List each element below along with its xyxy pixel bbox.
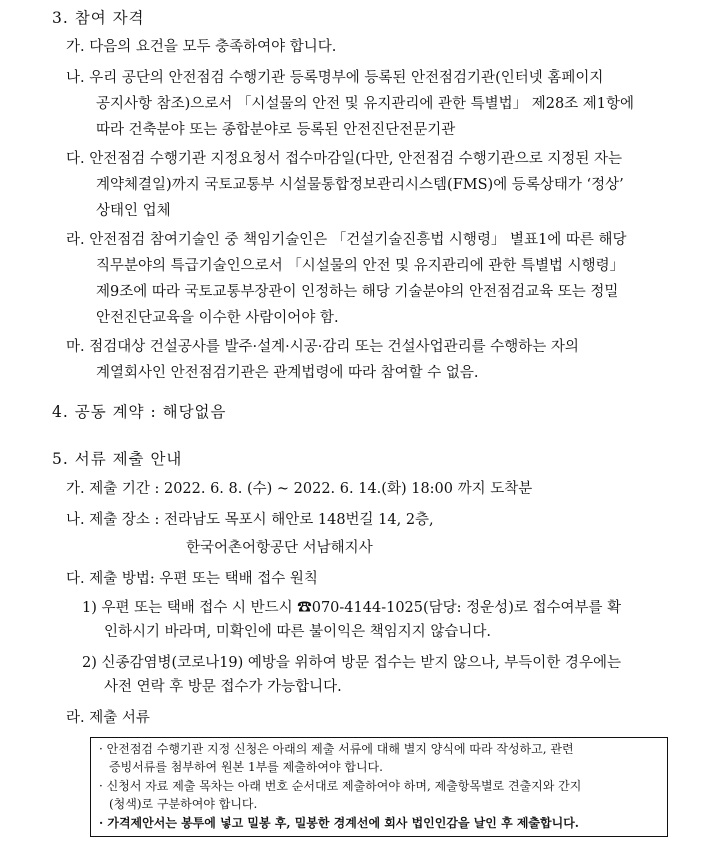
section-3-item-ma-line2: 계열회사인 안전점검기관은 관계법령에 따라 참여할 수 없음. <box>96 365 479 381</box>
section-3-item-da-line3: 상태인 업체 <box>96 203 171 219</box>
notice-line-3: · 신청서 자료 제출 목차는 아래 번호 순서대로 제출하여야 하며, 제출항목별로 견출지와 간지 <box>99 779 582 793</box>
notice-box <box>90 737 668 837</box>
section-3-item-na-line3: 따라 건축분야 또는 종합분야로 등록된 안전진단전문기관 <box>96 122 456 138</box>
submission-place-line1: 나. 제출 장소 : 전라남도 목포시 해안로 148번길 14, 2층, <box>66 512 434 528</box>
notice-line-4: (청색)로 구분하여야 합니다. <box>109 797 258 811</box>
section-3-item-da-line2: 계약체결일)까지 국토교통부 시설물통합정보관리시스템(FMS)에 등록상태가 ‘정상’ <box>96 177 624 193</box>
section-5-heading: 5. 서류 제출 안내 <box>52 450 183 468</box>
notice-line-2: 증빙서류를 첨부하여 원본 1부를 제출하여야 합니다. <box>109 760 383 774</box>
notice-line-1: · 안전점검 수행기관 지정 신청은 아래의 제출 서류에 대해 별지 양식에 따라 작성하고, 관련 <box>99 742 574 756</box>
submission-place-line2: 한국어촌어항공단 서남해지사 <box>186 540 373 556</box>
method-1-line2: 인하시기 바라며, 미확인에 따른 불이익은 책임지지 않습니다. <box>104 624 492 640</box>
section-3-item-ma-line1: 마. 점검대상 건설공사를 발주·설계·시공·감리 또는 건설사업관리를 수행하는 자의 <box>66 339 579 355</box>
method-2-line2: 사전 연락 후 방문 접수가 가능합니다. <box>104 679 342 695</box>
method-1-line1: 1) 우편 또는 택배 접수 시 반드시 ☎070-4144-1025(담당: 정운성)로 접수여부를 확 <box>82 600 622 616</box>
section-3-item-ra-line3: 제9조에 따라 국토교통부장관이 인정하는 해당 기술분야의 안전점검교육 또는 정밀 <box>96 284 619 300</box>
section-3-item-ga: 가. 다음의 요건을 모두 충족하여야 합니다. <box>66 39 337 55</box>
section-3-item-na-line1: 나. 우리 공단의 안전점검 수행기관 등록명부에 등록된 안전점검기관(인터넷 홈페이지 <box>66 70 604 86</box>
section-3-heading: 3. 참여 자격 <box>52 9 145 27</box>
submission-documents-heading: 라. 제출 서류 <box>66 710 150 726</box>
submission-period: 가. 제출 기간 : 2022. 6. 8. (수) ~ 2022. 6. 14.(화) 18:00 까지 도착분 <box>66 481 533 497</box>
section-3-item-da-line1: 다. 안전점검 수행기관 지정요청서 접수마감일(다만, 안전점검 수행기관으로 지정된 자는 <box>66 151 622 167</box>
section-3-item-ra-line1: 라. 안전점검 참여기술인 중 책임기술인은 「건설기술진흥법 시행령」 별표1에 따른 해당 <box>66 232 627 248</box>
section-3-item-na-line2: 공지사항 참조)으로서 「시설물의 안전 및 유지관리에 관한 특별법」 제28조 제1항에 <box>96 96 635 112</box>
section-3-item-ra-line2: 직무분야의 특급기술인으로서 「시설물의 안전 및 유지관리에 관한 특별법 시행령」 <box>96 258 625 274</box>
submission-method: 다. 제출 방법: 우편 또는 택배 접수 원칙 <box>66 571 318 587</box>
section-4-heading: 4. 공동 계약 : 해당없음 <box>52 403 227 421</box>
section-3-item-ra-line4: 안전진단교육을 이수한 사람이어야 함. <box>96 310 339 326</box>
notice-line-5: · 가격제안서는 봉투에 넣고 밀봉 후, 밀봉한 경계선에 회사 법인인감을 날인 후 제출합니다. <box>99 816 579 830</box>
method-2-line1: 2) 신종감염병(코로나19) 예방을 위하여 방문 접수는 받지 않으나, 부득이한 경우에는 <box>82 655 621 671</box>
